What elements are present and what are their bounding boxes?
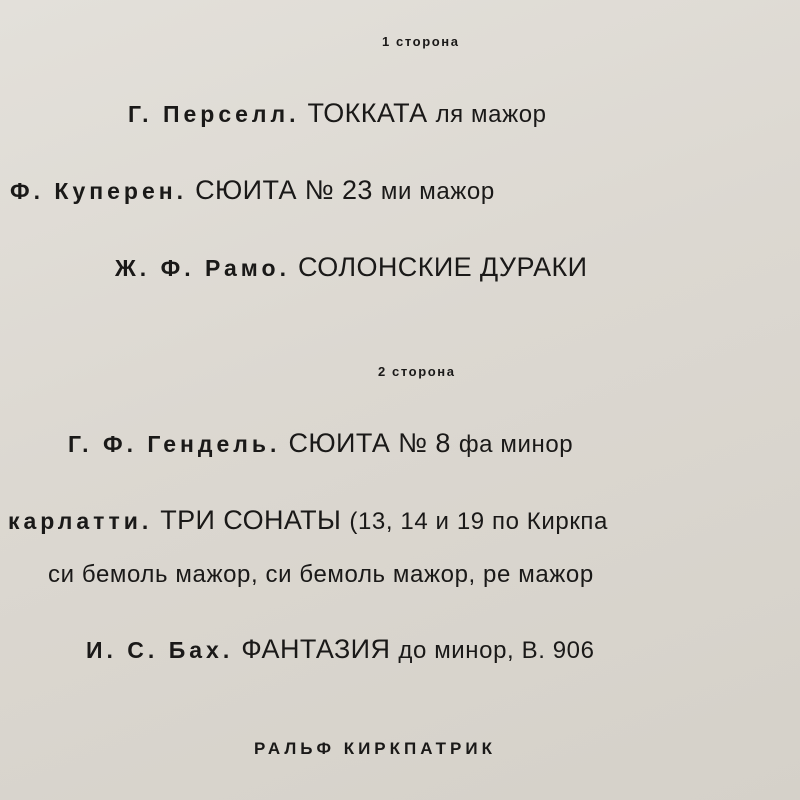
work-row-5: [8, 507, 608, 534]
composer-name: Г. Перселл.: [128, 101, 300, 127]
work-key: фа минор: [458, 431, 574, 458]
composer-name: И. С. Бах.: [86, 637, 234, 663]
work-key: си бемоль мажор, си бемоль мажор, ре мажор: [48, 561, 594, 588]
composer-name: карлатти.: [8, 508, 153, 534]
work-key: ля мажор: [435, 101, 547, 128]
work-row-4: [68, 430, 573, 457]
work-title: ТРИ СОНАТЫ: [160, 505, 342, 535]
work-key: ми мажор: [380, 178, 495, 205]
work-title: СЮИТА № 23: [195, 175, 373, 205]
work-row-6: [48, 563, 594, 587]
work-row-2: [10, 177, 495, 204]
side-1-heading: 1 сторона: [382, 34, 460, 49]
work-title: ФАНТАЗИЯ: [241, 634, 391, 664]
composer-name: Ж. Ф. Рамо.: [115, 255, 290, 281]
work-key: до минор, B. 906: [398, 637, 595, 664]
work-row-7: [86, 636, 595, 663]
work-title: ТОККАТА: [307, 98, 428, 128]
work-row-3: [115, 254, 587, 281]
composer-name: Г. Ф. Гендель.: [68, 431, 281, 457]
work-title: СОЛОНСКИЕ ДУРАКИ: [297, 252, 588, 282]
work-title: СЮИТА № 8: [288, 428, 451, 458]
performer-name: РАЛЬФ КИРКПАТРИК: [254, 739, 496, 758]
work-key: (13, 14 и 19 по Киркпа: [349, 508, 608, 535]
side-2-heading: 2 сторона: [378, 364, 456, 379]
composer-name: Ф. Куперен.: [10, 178, 188, 204]
work-row-1: [128, 100, 547, 127]
